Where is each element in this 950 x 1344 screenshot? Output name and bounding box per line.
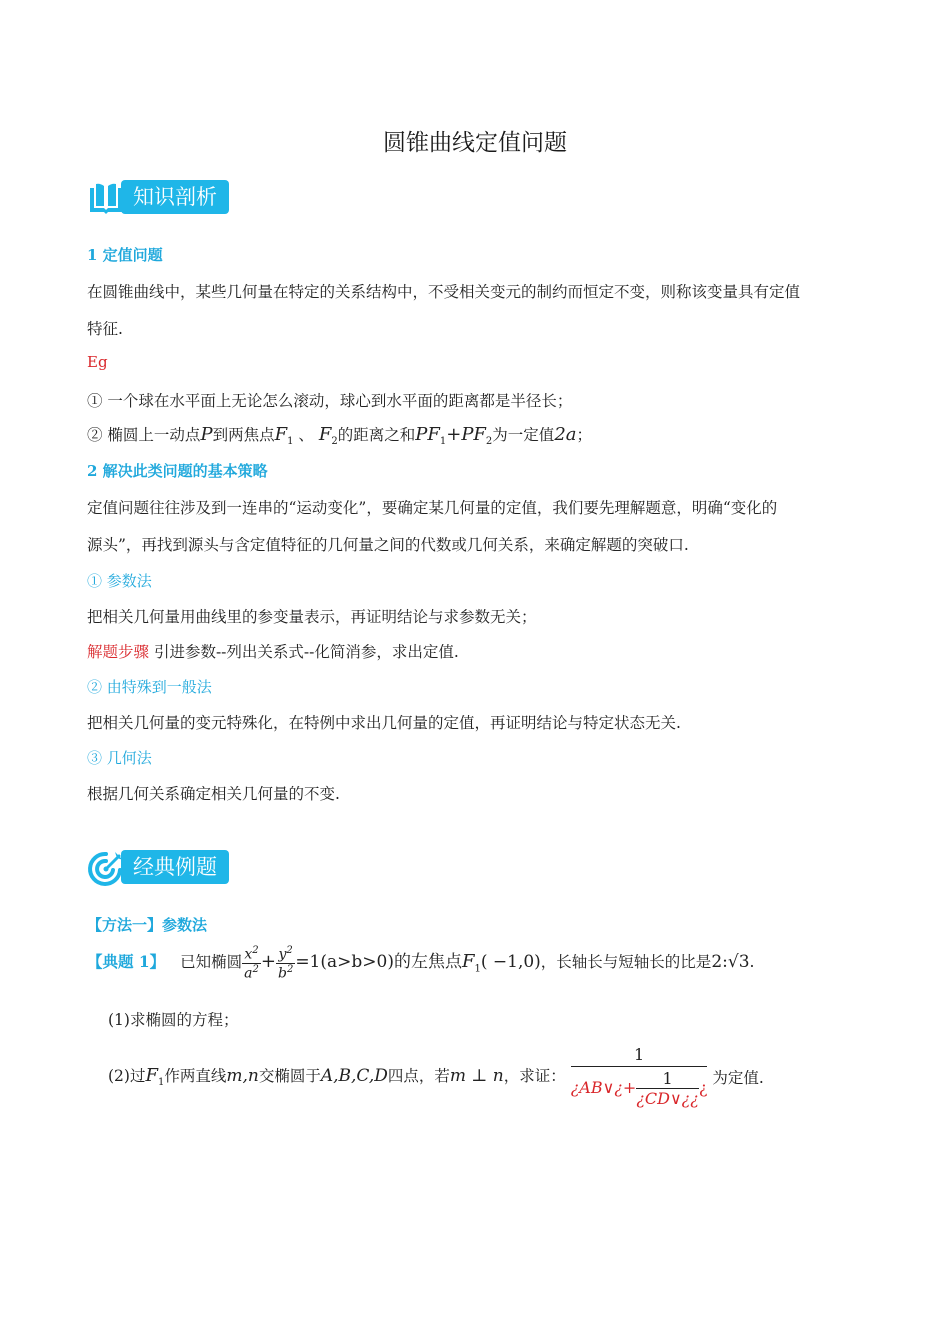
section2-heading: 2 解决此类问题的基本策略 <box>87 462 268 480</box>
example1-statement: 【典题 1】 已知椭圆 $\frac{x^2}{a^2}$ + $\frac{y^2}{b^2}$ =1(a>b>0)的左焦点$F_1( -1,0)$，长轴长与短轴长的比是2:√3. <box>87 945 755 982</box>
eg-label: Eg <box>87 353 108 371</box>
method2-title: ② 由特殊到一般法 <box>87 678 212 696</box>
question2: (2)过$F_1$作两直线m,n交椭圆于A,B,C,D四点，若m ⊥ n，求证： 1 ¿AB∨¿+ $\frac{1}{¿CD\vee¿¿}$ ¿ 为定值. <box>108 1045 764 1108</box>
method1-title: ① 参数法 <box>87 572 152 590</box>
method2-text: 把相关几何量的变元特殊化，在特例中求出几何量的定值，再证明结论与特定状态无关. <box>87 714 681 732</box>
method1-text: 把相关几何量用曲线里的参变量表示，再证明结论与求参数无关； <box>87 608 537 626</box>
knowledge-badge-label: 知识剖析 <box>121 180 229 214</box>
method3-text: 根据几何关系确定相关几何量的不变. <box>87 785 340 803</box>
eg2-text: ② 椭圆上一动点P到两焦点$F_1$ 、 $F_2$的距离之和$PF_1+PF_2$为一定值2a； <box>87 424 593 448</box>
eg1-text: ① 一个球在水平面上无论怎么滚动，球心到水平面的距离都是半径长； <box>87 392 573 410</box>
proof-fraction: 1 ¿AB∨¿+ $\frac{1}{¿CD\vee¿¿}$ ¿ <box>570 1045 708 1108</box>
method1-steps: 解题步骤 引进参数--列出关系式--化简消参，求出定值. <box>87 643 459 661</box>
method3-title: ③ 几何法 <box>87 749 152 767</box>
section1-para-line1: 在圆锥曲线中，某些几何量在特定的关系结构中，不受相关变元的制约而恒定不变，则称该变量具有定值 <box>87 283 801 301</box>
section2-para-line2: 源头”，再找到源头与含定值特征的几何量之间的代数或几何关系，来确定解题的突破口. <box>87 536 689 554</box>
examples-badge-label: 经典例题 <box>121 850 229 884</box>
question1: (1)求椭圆的方程； <box>108 1011 239 1029</box>
section1-para-line2: 特征. <box>87 320 123 338</box>
target-arrow-icon <box>86 848 126 888</box>
section2-para-line1: 定值问题往往涉及到一连串的“运动变化”，要确定某几何量的定值，我们要先理解题意，明确“变化的 <box>87 499 778 517</box>
book-icon <box>86 178 126 218</box>
method1-label: 【方法一】参数法 <box>87 916 208 934</box>
section1-heading: 1 定值问题 <box>87 246 163 264</box>
page-title: 圆锥曲线定值问题 <box>383 130 567 156</box>
